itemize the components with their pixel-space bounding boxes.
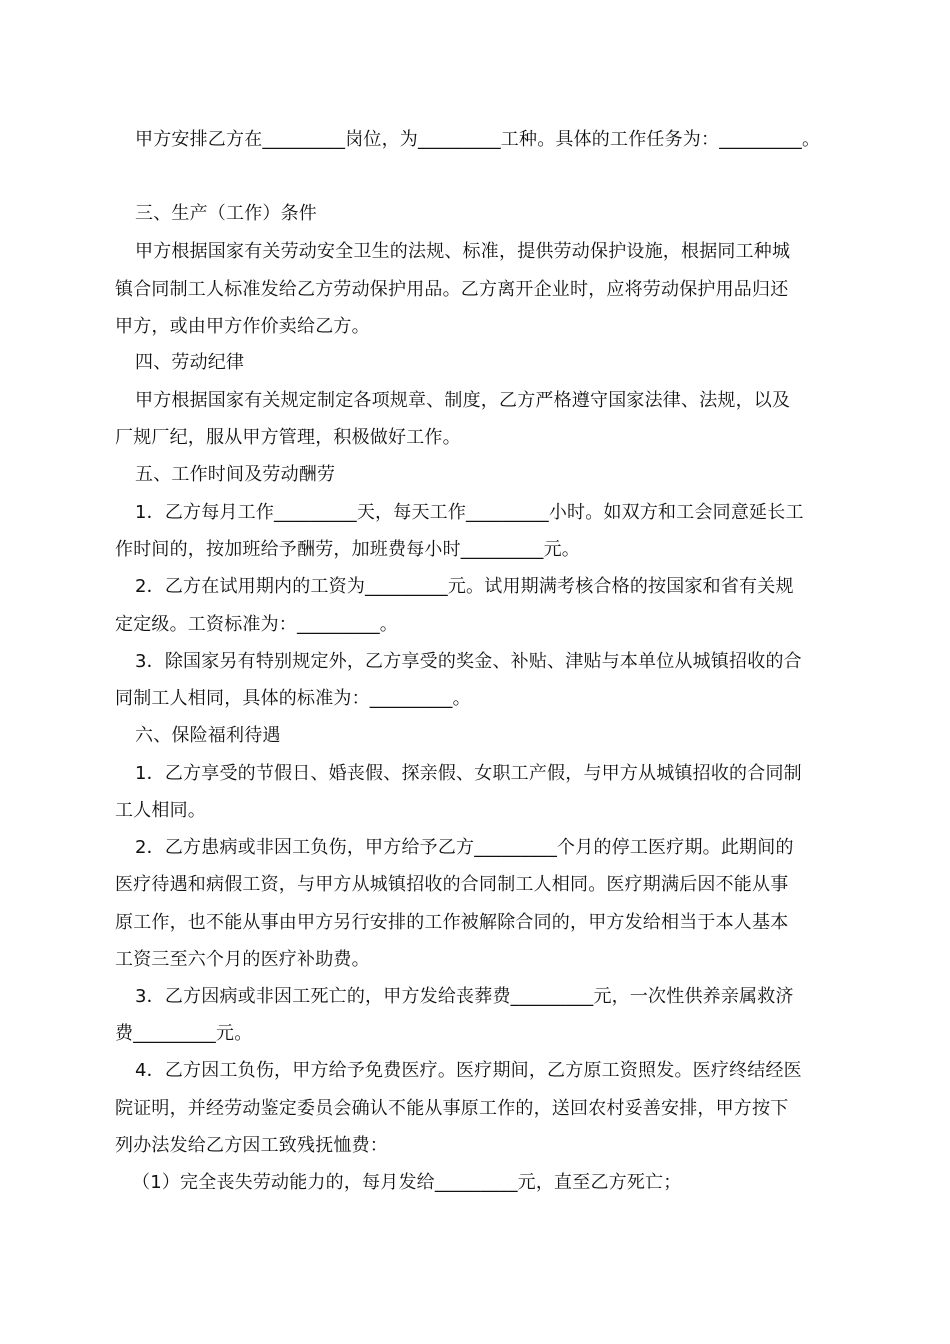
section-heading-work-conditions: 三、生产（工作）条件 xyxy=(135,203,317,224)
paragraph-line: 4．乙方因工负伤，甲方给予免费医疗。医疗期间，乙方原工资照发。医疗终结经医 xyxy=(135,1060,802,1081)
section-heading-working-hours-pay: 五、工作时间及劳动酬劳 xyxy=(135,464,336,485)
paragraph-line: 院证明，并经劳动鉴定委员会确认不能从事原工作的，送回农村妥善安排，甲方按下 xyxy=(115,1098,789,1119)
paragraph-line: 1．乙方享受的节假日、婚丧假、探亲假、女职工产假，与甲方从城镇招收的合同制 xyxy=(135,763,802,784)
paragraph-line: 甲方根据国家有关劳动安全卫生的法规、标准，提供劳动保护设施，根据同工种城 xyxy=(135,241,791,262)
paragraph-line: 2．乙方患病或非因工负伤，甲方给予乙方_________个月的停工医疗期。此期间的 xyxy=(135,837,794,858)
paragraph-line: 原工作，也不能从事由甲方另行安排的工作被解除合同的，甲方发给相当于本人基本 xyxy=(115,912,789,933)
paragraph-line: 3．除国家另有特别规定外，乙方享受的奖金、补贴、津贴与本单位从城镇招收的合 xyxy=(135,651,802,672)
paragraph-line: 列办法发给乙方因工致残抚恤费： xyxy=(115,1135,388,1156)
list-item-disability-full: （1）完全丧失劳动能力的，每月发给_________元，直至乙方死亡； xyxy=(132,1172,682,1193)
paragraph-line: 甲方，或由甲方作价卖给乙方。 xyxy=(115,316,370,337)
paragraph-line: 工人相同。 xyxy=(115,800,206,821)
paragraph-line: 同制工人相同，具体的标准为：_________。 xyxy=(115,688,471,709)
paragraph-line: 甲方根据国家有关规定制定各项规章、制度，乙方严格遵守国家法律、法规，以及 xyxy=(135,390,791,411)
paragraph-line: 厂规厂纪，服从甲方管理，积极做好工作。 xyxy=(115,427,461,448)
paragraph-line: 作时间的，按加班给予酬劳，加班费每小时_________元。 xyxy=(115,539,580,560)
paragraph-line: 定定级。工资标准为：_________。 xyxy=(115,614,398,635)
paragraph-line: 1．乙方每月工作_________天，每天工作_________小时。如双方和工会同意延长工 xyxy=(135,502,804,523)
paragraph-line: 镇合同制工人标准发给乙方劳动保护用品。乙方离开企业时，应将劳动保护用品归还 xyxy=(115,279,789,300)
section-heading-labor-discipline: 四、劳动纪律 xyxy=(135,352,245,373)
paragraph-line: 工资三至六个月的医疗补助费。 xyxy=(115,949,370,970)
paragraph-line: 费_________元。 xyxy=(115,1023,253,1044)
section-heading-insurance-benefits: 六、保险福利待遇 xyxy=(135,725,281,746)
paragraph-line: 3．乙方因病或非因工死亡的，甲方发给丧葬费_________元，一次性供养亲属救济 xyxy=(135,986,794,1007)
paragraph-job-assignment: 甲方安排乙方在_________岗位，为_________工种。具体的工作任务为：_________。 xyxy=(135,129,821,150)
paragraph-line: 2．乙方在试用期内的工资为_________元。试用期满考核合格的按国家和省有关规 xyxy=(135,576,794,597)
paragraph-line: 医疗待遇和病假工资，与甲方从城镇招收的合同制工人相同。医疗期满后因不能从事 xyxy=(115,874,789,895)
